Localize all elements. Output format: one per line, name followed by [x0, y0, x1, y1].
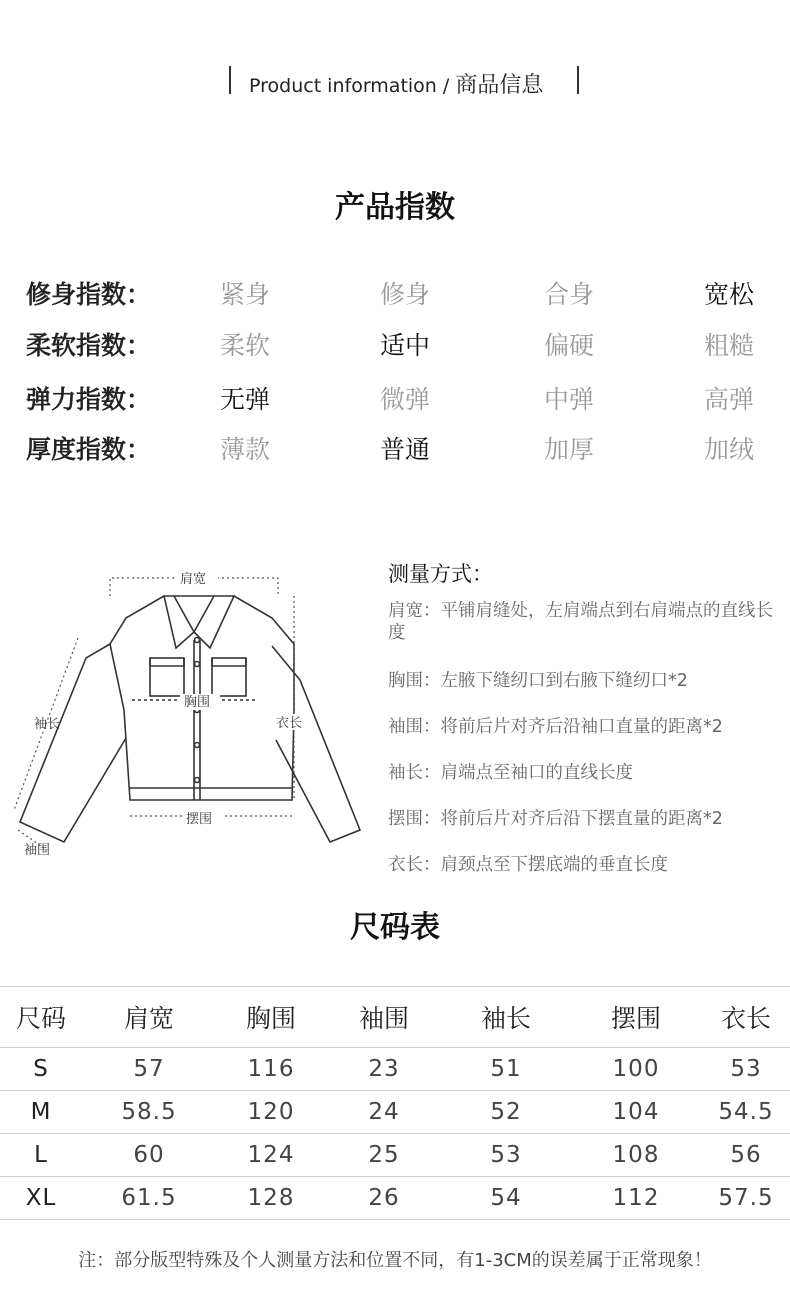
table-cell: 60: [82, 1134, 216, 1177]
index-row-label: 弹力指数：: [26, 385, 152, 414]
table-cell: 53: [442, 1134, 570, 1177]
index-option: 柔软: [220, 331, 271, 360]
table-cell: 57.5: [702, 1177, 790, 1220]
index-row-label: 柔软指数：: [26, 331, 152, 360]
measurement-line-shoulder: 肩宽：平铺肩缝处，左肩端点到右肩端点的直线长度: [388, 601, 773, 643]
header-title-cn: 商品信息: [455, 73, 544, 98]
size-chart-title: 尺码表: [350, 910, 440, 945]
diagram-label-sleeve-length: 袖长: [34, 717, 61, 732]
header-title-en: Product information /: [249, 75, 450, 97]
size-table: [0, 986, 790, 1220]
measurement-line-cuff: 袖围：将前后片对齐后沿袖口直量的距离*2: [388, 717, 723, 737]
size-table-header-row: [0, 987, 790, 1048]
table-row: [0, 1134, 790, 1177]
size-table-header: 袖围: [326, 987, 442, 1048]
jacket-pocket-flap-left: [150, 658, 184, 666]
diagram-label-chest: 胸围: [184, 695, 211, 710]
jacket-collar-inner: [174, 596, 214, 632]
jacket-sleeve-right: [272, 646, 360, 842]
size-table-header: 衣长: [702, 987, 790, 1048]
measurement-lines: [14, 578, 294, 848]
header-divider-right: [577, 66, 579, 94]
measurement-line-length: 衣长：肩颈点至下摆底端的垂直长度: [388, 855, 668, 875]
size-cell: M: [0, 1091, 82, 1134]
index-option: 高弹: [704, 385, 755, 414]
table-cell: 53: [702, 1048, 790, 1091]
index-row: [0, 326, 790, 366]
index-row: [0, 430, 790, 470]
index-row: [0, 380, 790, 420]
table-cell: 124: [216, 1134, 326, 1177]
diagram-label-cuff: 袖围: [24, 843, 51, 858]
index-option: 加绒: [704, 435, 755, 464]
table-cell: 61.5: [82, 1177, 216, 1220]
index-row: [0, 275, 790, 315]
size-cell: XL: [0, 1177, 82, 1220]
index-option: 微弹: [380, 385, 431, 414]
table-cell: 104: [570, 1091, 702, 1134]
table-cell: 54.5: [702, 1091, 790, 1134]
size-table-header: 摆围: [570, 987, 702, 1048]
size-table-header: 袖长: [442, 987, 570, 1048]
table-cell: 58.5: [82, 1091, 216, 1134]
index-option: 粗糙: [704, 331, 755, 360]
table-cell: 128: [216, 1177, 326, 1220]
footnote: 注：部分版型特殊及个人测量方法和位置不同，有1-3CM的误差属于正常现象！: [78, 1250, 712, 1271]
table-cell: 25: [326, 1134, 442, 1177]
jacket-measurement-diagram: [14, 560, 364, 860]
index-title: 产品指数: [335, 190, 455, 225]
index-option: 合身: [544, 280, 595, 309]
index-option: 紧身: [220, 280, 271, 309]
index-option: 普通: [380, 435, 431, 464]
measurement-title: 测量方式：: [388, 562, 493, 586]
size-table-header: 胸围: [216, 987, 326, 1048]
size-table-header: 肩宽: [82, 987, 216, 1048]
diagram-label-hem: 摆围: [186, 812, 213, 827]
diagram-label-shoulder: 肩宽: [180, 572, 207, 587]
table-cell: 51: [442, 1048, 570, 1091]
table-cell: 56: [702, 1134, 790, 1177]
table-cell: 116: [216, 1048, 326, 1091]
size-cell: L: [0, 1134, 82, 1177]
table-cell: 120: [216, 1091, 326, 1134]
jacket-pocket-right: [212, 658, 246, 696]
table-cell: 52: [442, 1091, 570, 1134]
header-title: [249, 68, 543, 99]
table-cell: 26: [326, 1177, 442, 1220]
index-option: 中弹: [544, 385, 595, 414]
table-cell: 100: [570, 1048, 702, 1091]
jacket-button: [195, 638, 200, 643]
measurement-line-chest: 胸围：左腋下缝纫口到右腋下缝纫口*2: [388, 671, 688, 691]
index-option: 加厚: [544, 435, 595, 464]
table-cell: 24: [326, 1091, 442, 1134]
index-option: 偏硬: [544, 331, 595, 360]
index-option: 宽松: [704, 280, 755, 309]
jacket-button: [195, 778, 200, 783]
table-cell: 108: [570, 1134, 702, 1177]
jacket-button: [195, 743, 200, 748]
header-divider-left: [229, 66, 231, 94]
size-cell: S: [0, 1048, 82, 1091]
measurement-line-sleeve: 袖长：肩端点至袖口的直线长度: [388, 763, 633, 783]
table-row: [0, 1177, 790, 1220]
size-table-header: 尺码: [0, 987, 82, 1048]
index-row-label: 修身指数：: [26, 280, 152, 309]
index-option: 薄款: [220, 435, 271, 464]
index-row-label: 厚度指数：: [26, 435, 152, 464]
section-header: [0, 64, 790, 98]
jacket-pocket-left: [150, 658, 184, 696]
jacket-sleeve-left: [20, 644, 126, 842]
table-row: [0, 1048, 790, 1091]
jacket-pocket-flap-right: [212, 658, 246, 666]
measurement-line-hem: 摆围：将前后片对齐后沿下摆直量的距离*2: [388, 809, 723, 829]
table-cell: 57: [82, 1048, 216, 1091]
table-cell: 23: [326, 1048, 442, 1091]
table-row: [0, 1091, 790, 1134]
diagram-label-body-length: 衣长: [276, 716, 303, 731]
table-cell: 54: [442, 1177, 570, 1220]
index-option: 修身: [380, 280, 431, 309]
measurement-method: [388, 558, 783, 875]
index-option: 无弹: [220, 385, 271, 414]
index-option: 适中: [380, 331, 431, 360]
jacket-button: [195, 662, 200, 667]
table-cell: 112: [570, 1177, 702, 1220]
